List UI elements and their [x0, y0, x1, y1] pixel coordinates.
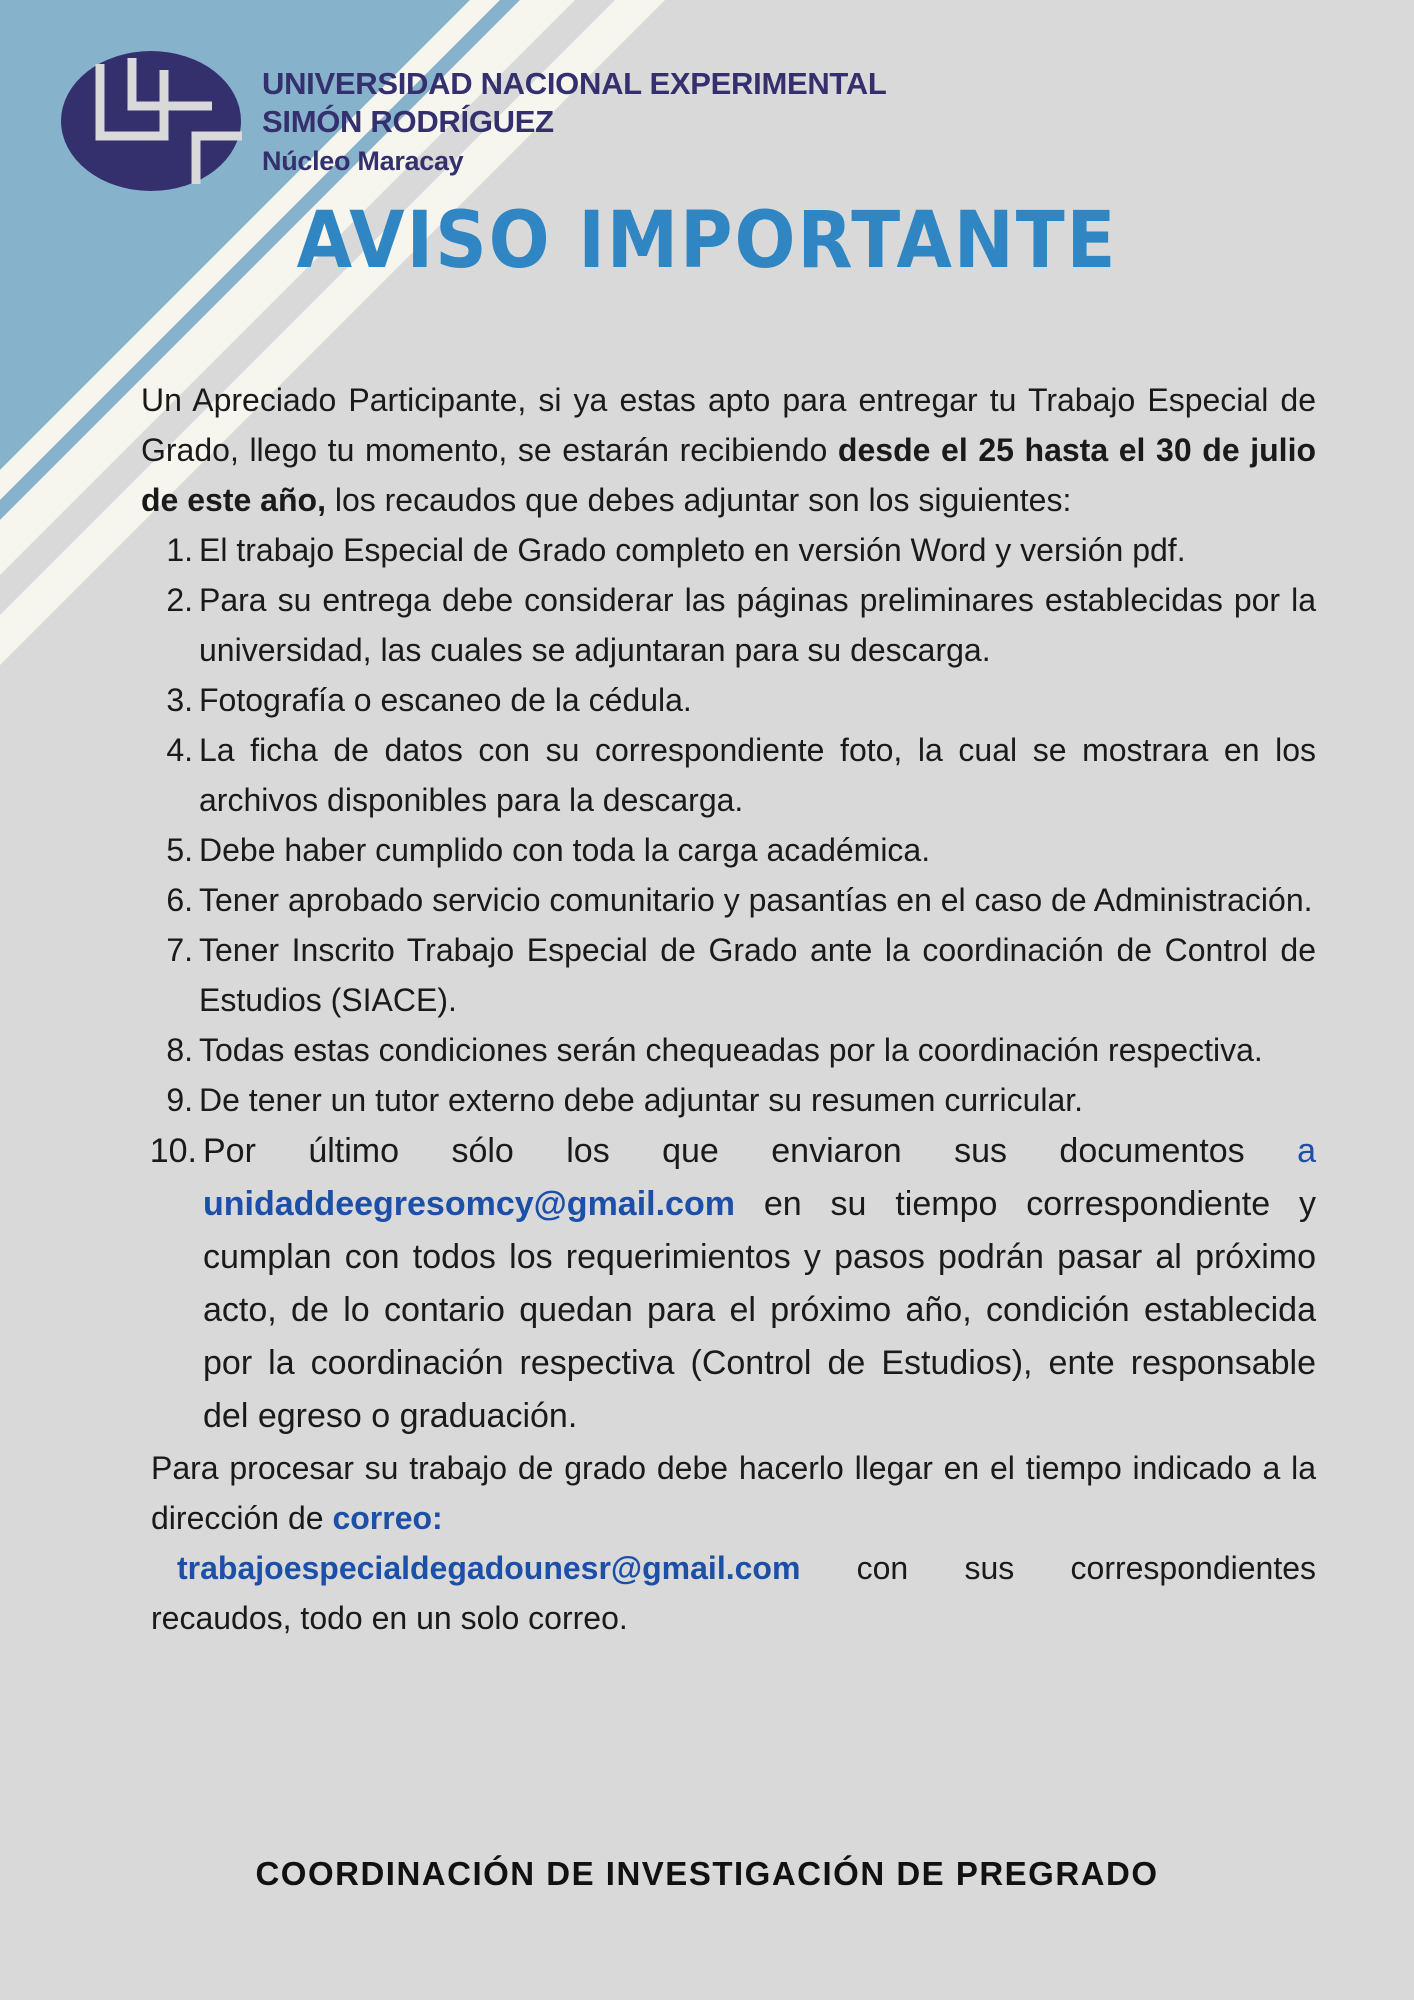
list-item-text: Para su entrega debe considerar las páginas preliminares establecidas por la universidad, las cuales se adjuntaran para su descarga. — [199, 582, 1316, 668]
list-item-text: Por último sólo los que enviaron sus documentos — [203, 1132, 1298, 1170]
campus-name: Núcleo Maracay — [262, 146, 464, 176]
list-item — [141, 875, 1316, 925]
closing-paragraph — [141, 1443, 1316, 1643]
university-name-line2: SIMÓN RODRÍGUEZ — [262, 104, 554, 139]
intro-text-end: los recaudos que debes adjuntar son los siguientes: — [325, 482, 1072, 518]
closing-text-end: con sus correspondientes recaudos, todo en un solo correo. — [151, 1550, 1316, 1636]
list-number: 8. — [166, 1032, 193, 1068]
requirements-list — [141, 525, 1316, 1443]
list-number: 3. — [166, 682, 193, 718]
list-item-text: La ficha de datos con su correspondiente foto, la cual se mostrara en los archivos disponibles para la descarga. — [199, 732, 1316, 818]
list-item — [141, 1125, 1316, 1443]
university-name-line1: UNIVERSIDAD NACIONAL EXPERIMENTAL — [262, 66, 887, 101]
list-item — [141, 925, 1316, 1025]
list-item-text: El trabajo Especial de Grado completo en versión Word y versión pdf. — [199, 532, 1186, 568]
list-item-text: De tener un tutor externo debe adjuntar su resumen curricular. — [199, 1082, 1084, 1118]
list-item — [141, 825, 1316, 875]
list-item-text: Debe haber cumplido con toda la carga académica. — [199, 832, 931, 868]
list-item-text: Tener Inscrito Trabajo Especial de Grado ante la coordinación de Control de Estudios (SIACE). — [199, 932, 1316, 1018]
intro-text: Un Apreciado Participante, si ya estas apto para entregar tu Trabajo Especial de Grado, llego tu momento, se estarán recibiendo — [141, 382, 1316, 468]
list-number: 10. — [149, 1132, 197, 1170]
list-item — [141, 575, 1316, 675]
footer-signature: COORDINACIÓN DE INVESTIGACIÓN DE PREGRADO — [255, 1855, 1159, 1892]
list-number: 2. — [166, 582, 193, 618]
list-item — [141, 675, 1316, 725]
intro-paragraph — [141, 375, 1316, 525]
list-number: 1. — [166, 532, 193, 568]
list-number: 5. — [166, 832, 193, 868]
closing-text: Para procesar su trabajo de grado debe hacerlo llegar en el tiempo indicado a la dirección de — [151, 1450, 1316, 1536]
list-item — [141, 525, 1316, 575]
list-item-text: Tener aprobado servicio comunitario y pasantías en el caso de Administración. — [199, 882, 1313, 918]
list-number: 4. — [166, 732, 193, 768]
correo-label: correo: — [332, 1500, 443, 1536]
submission-dates: desde el 25 hasta el 30 de julio de este año, — [141, 432, 1316, 518]
list-item-text: Fotografía o escaneo de la cédula. — [199, 682, 692, 718]
list-item-text: Todas estas condiciones serán chequeadas por la coordinación respectiva. — [199, 1032, 1263, 1068]
list-number: 6. — [166, 882, 193, 918]
list-item — [141, 725, 1316, 825]
list-item-text: en su tiempo correspondiente y cumplan con todos los requerimientos y pasos podrán pasar al próximo acto, de lo contario quedan para el próximo año, condición establecida por la coordinación respectiva (Control de Estudios), ente responsable del egreso o graduación. — [203, 1185, 1316, 1435]
list-number: 9. — [166, 1082, 193, 1118]
egreso-email-link[interactable]: unidaddeegresomcy@gmail.com — [203, 1185, 735, 1223]
page-title: AVISO IMPORTANTE — [296, 196, 1118, 286]
list-item — [141, 1075, 1316, 1125]
notice-body — [141, 375, 1316, 1643]
trabajo-email-link[interactable]: trabajoespecialdegadounesr@gmail.com — [177, 1550, 801, 1586]
list-item-text: a — [1297, 1132, 1316, 1170]
list-item — [141, 1025, 1316, 1075]
university-logo-icon — [60, 50, 242, 192]
list-number: 7. — [166, 932, 193, 968]
